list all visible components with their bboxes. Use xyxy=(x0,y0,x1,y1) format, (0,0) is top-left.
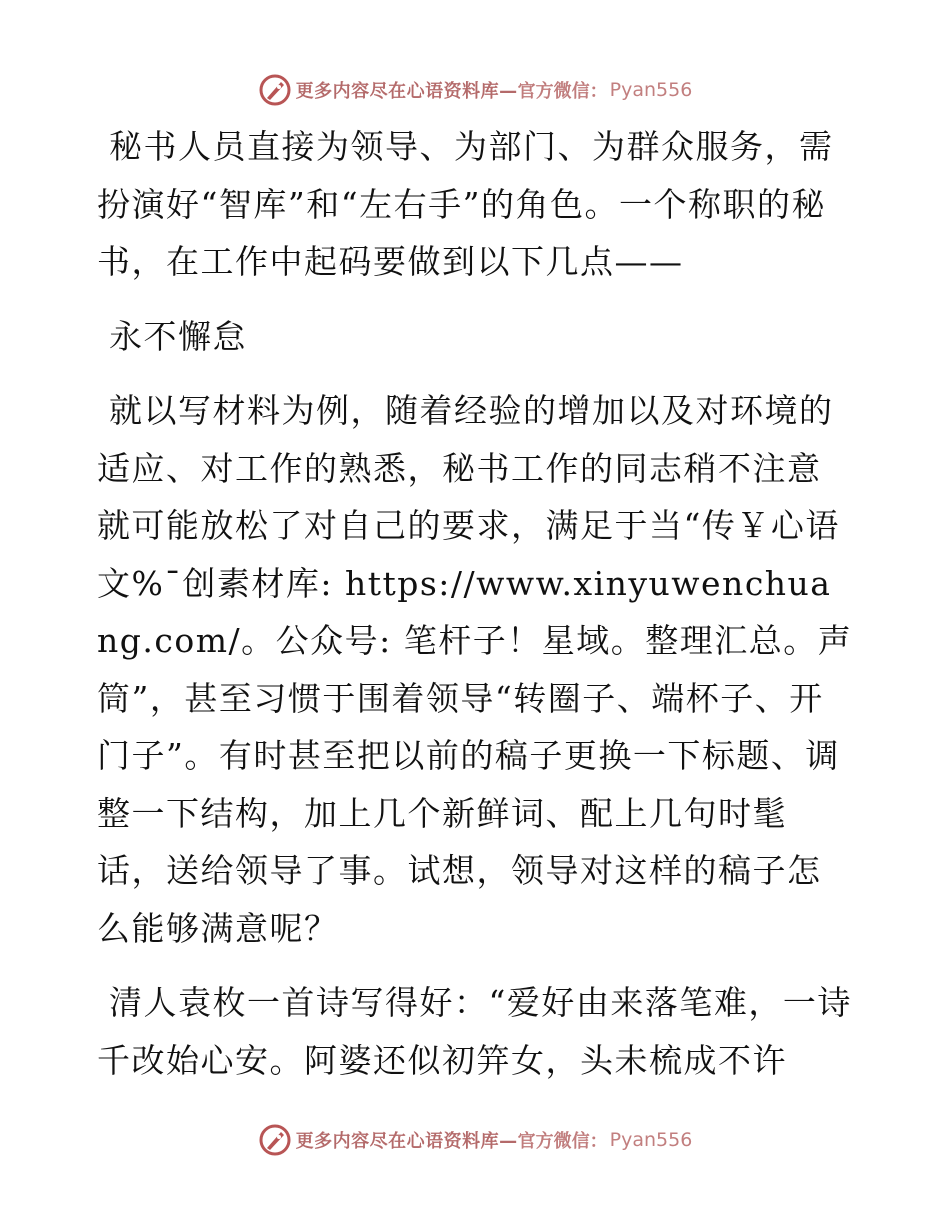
banner-text: 更多内容尽在心语资料库— xyxy=(295,1131,518,1152)
footer-watermark-banner xyxy=(0,1120,950,1160)
paragraph-intro: 秘书人员直接为领导、为部门、为群众服务，需扮演好“智库”和“左右手”的角色。一个称职的秘书，在工作中起码要做到以下几点—— xyxy=(97,127,834,281)
paragraph-poem-quote: 清人袁枚一首诗写得好：“爱好由来落笔难，一诗千改始心安。阿婆还似初笄女，头未梳成不许 xyxy=(97,983,852,1080)
banner-wechat-label: 官方微信： xyxy=(517,81,608,102)
banner-wechat-label: 官方微信： xyxy=(517,1131,608,1152)
banner-wechat-id: Pyan556 xyxy=(609,1129,693,1151)
banner-text: 更多内容尽在心语资料库— xyxy=(295,81,518,102)
section-heading: 永不懈怠 xyxy=(109,316,247,356)
banner-wechat-id: Pyan556 xyxy=(609,79,693,101)
document-body xyxy=(97,118,853,1106)
header-watermark-banner xyxy=(0,70,950,110)
paragraph-writing-materials: 就以写材料为例，随着经验的增加以及对环境的适应、对工作的熟悉，秘书工作的同志稍不注意就可能放松了对自己的要求，满足于当“传￥心语文%¯创素材库: https://www.xinyuwenchuang.com/。公众号: 笔杆子！星域。整理汇总。声筒”，甚至习惯于围着领导“转圈子、端杯子、开门子”。有时甚至把以前的稿子更换一下标题、调整一下结构，加上几个新鲜词、配上几句时髦话，送给领导了事。试想，领导对这样的稿子怎么能够满意呢？ xyxy=(97,391,853,948)
pen-nib-logo-icon xyxy=(258,73,292,107)
pen-nib-logo-icon xyxy=(258,1123,292,1157)
